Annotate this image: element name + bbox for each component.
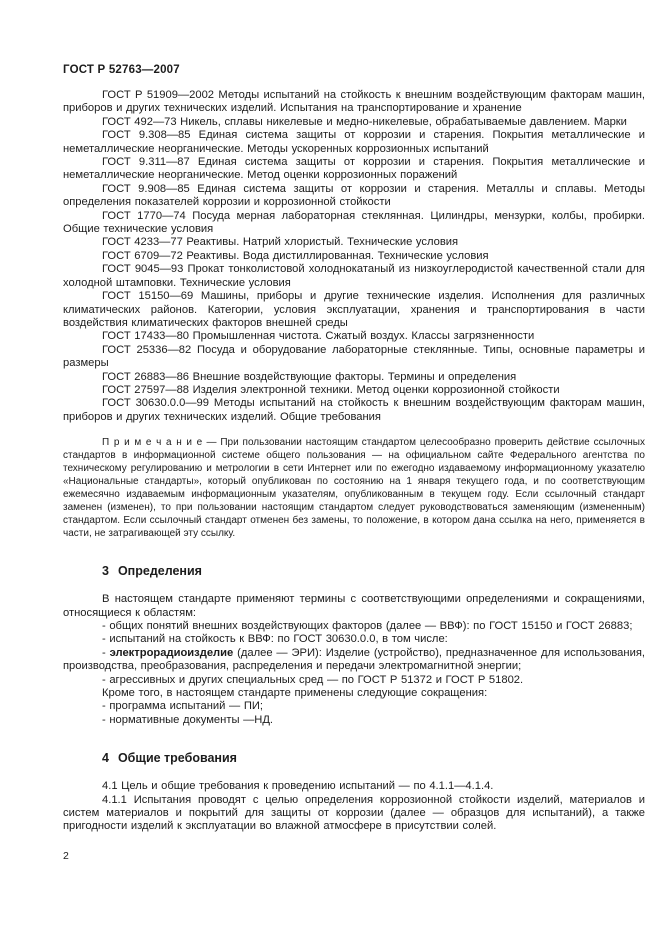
standard-reference: ГОСТ 4233—77 Реактивы. Натрий хлористый. Технические условия bbox=[102, 236, 459, 249]
term-definition-paragraph: - электрорадиоизделие (далее — ЭРИ): Изделие (устройство), предназначенное для использования, производства, преобразования, распределения и передачи электромагнитной энергии; bbox=[63, 646, 645, 673]
standard-reference: ГОСТ 30630.0.0—99 Методы испытаний на стойкость к внешним воздействующим факторам машин, приборов и других технических изделий. Общие требования bbox=[63, 397, 645, 423]
standard-reference: ГОСТ 9.311—87 Единая система защиты от коррозии и старения. Покрытия металлические и неметаллические неорганические. Метод оценки коррозионных поражений bbox=[63, 156, 645, 182]
section-number: 4 bbox=[102, 751, 109, 766]
standard-reference: ГОСТ 25336—82 Посуда и оборудование лабораторные стеклянные. Типы, основные параметры и размеры bbox=[63, 343, 645, 370]
paragraph: В настоящем стандарте применяют термины с соответствующими определениями и сокращениями, относящиеся к областям: bbox=[63, 593, 645, 619]
section-heading bbox=[63, 564, 645, 579]
section-heading bbox=[63, 751, 645, 766]
standard-reference: ГОСТ 9.908—85 Единая система защиты от коррозии и старения. Металлы и сплавы. Методы определения показателей коррозии и коррозионной стойкости bbox=[63, 182, 645, 209]
paragraph: - общих понятий внешних воздействующих факторов (далее — ВВФ): по ГОСТ 15150 и ГОСТ 26883; bbox=[102, 619, 633, 632]
standard-reference: ГОСТ 27597—88 Изделия электронной техники. Метод оценки коррозионной стойкости bbox=[102, 383, 560, 396]
standard-reference: ГОСТ 492—73 Никель, сплавы никелевые и медно-никелевые, обрабатываемые давлением. Марки bbox=[102, 115, 627, 128]
paragraph: - нормативные документы —НД. bbox=[102, 713, 274, 726]
note-paragraph: П р и м е ч а н и е — При пользовании настоящим стандартом целесообразно проверить действие ссылочных стандартов в информационной системе общего пользования — на официальном сайте Федерального агентства по техническому регулированию и метрологии в сети Интернет или по ежегодно издаваемому информационному указателю «Национальные стандарты», который опубликован по состоянию на 1 января текущего года, и по соответствующим ежемесячно издаваемым информационным указателям, опубликованным в текущем году. Если ссылочный стандарт заменен (изменен), то при пользовании настоящим стандартом следует руководствоваться заменяющим (измененным) стандартом. Если ссылочный стандарт отменен без замены, то положение, в котором дана ссылка на него, применяется в части, не затрагивающей эту ссылку. bbox=[63, 437, 645, 540]
paragraph: - программа испытаний — ПИ; bbox=[102, 700, 264, 713]
paragraph: 4.1.1 Испытания проводят с целью определения коррозионной стойкости изделий, материалов и систем материалов и покрытий для защиты от коррозии (далее — образцов для испытаний), а также пригодности изделий к эксплуатации во влажной атмосфере в присутствии солей. bbox=[63, 793, 645, 833]
standard-reference: ГОСТ 15150—69 Машины, приборы и другие технические изделия. Исполнения для различных климатических районов. Категории, условия эксплуатации, хранения и транспортирования в части воздействия климатических факторов внешней среды bbox=[63, 290, 645, 329]
standard-reference: ГОСТ Р 51909—2002 Методы испытаний на стойкость к внешним воздействующим факторам машин, приборов и других технических изделий. Испытания на транспортирование и хранение bbox=[63, 89, 645, 115]
standard-reference: ГОСТ 6709—72 Реактивы. Вода дистиллированная. Технические условия bbox=[102, 249, 489, 262]
section-title: Общие требования bbox=[117, 751, 237, 766]
page-number: 2 bbox=[63, 849, 69, 862]
document-blocks bbox=[63, 89, 645, 834]
standard-reference: ГОСТ 1770—74 Посуда мерная лабораторная стеклянная. Цилиндры, мензурки, колбы, пробирки. Общие технические условия bbox=[63, 209, 645, 236]
section-title: Определения bbox=[117, 564, 202, 579]
paragraph: Кроме того, в настоящем стандарте применены следующие сокращения: bbox=[102, 687, 488, 699]
note-label: П р и м е ч а н и е bbox=[102, 437, 203, 449]
term-name: электрорадиоизделие bbox=[109, 646, 234, 659]
section-number: 3 bbox=[102, 564, 109, 579]
document-code-header: ГОСТ Р 52763—2007 bbox=[63, 64, 180, 76]
paragraph: - агрессивных и других специальных сред — по ГОСТ Р 51372 и ГОСТ Р 51802. bbox=[102, 673, 524, 686]
paragraph: 4.1 Цель и общие требования к проведению испытаний — по 4.1.1—4.1.4. bbox=[102, 780, 494, 793]
paragraph: - испытаний на стойкость к ВВФ: по ГОСТ 30630.0.0, в том числе: bbox=[102, 633, 448, 646]
standard-reference: ГОСТ 9.308—85 Единая система защиты от коррозии и старения. Покрытия металлические и неметаллические неорганические. Методы ускоренных коррозионных испытаний bbox=[63, 129, 645, 155]
standard-reference: ГОСТ 17433—80 Промышленная чистота. Сжатый воздух. Классы загрязненности bbox=[102, 330, 535, 343]
standard-reference: ГОСТ 9045—93 Прокат тонколистовой холоднокатаный из низкоуглеродистой качественной стали для холодной штамповки. Технические условия bbox=[63, 263, 645, 289]
standard-reference: ГОСТ 26883—86 Внешние воздействующие факторы. Термины и определения bbox=[102, 370, 517, 383]
document-content bbox=[63, 0, 645, 862]
